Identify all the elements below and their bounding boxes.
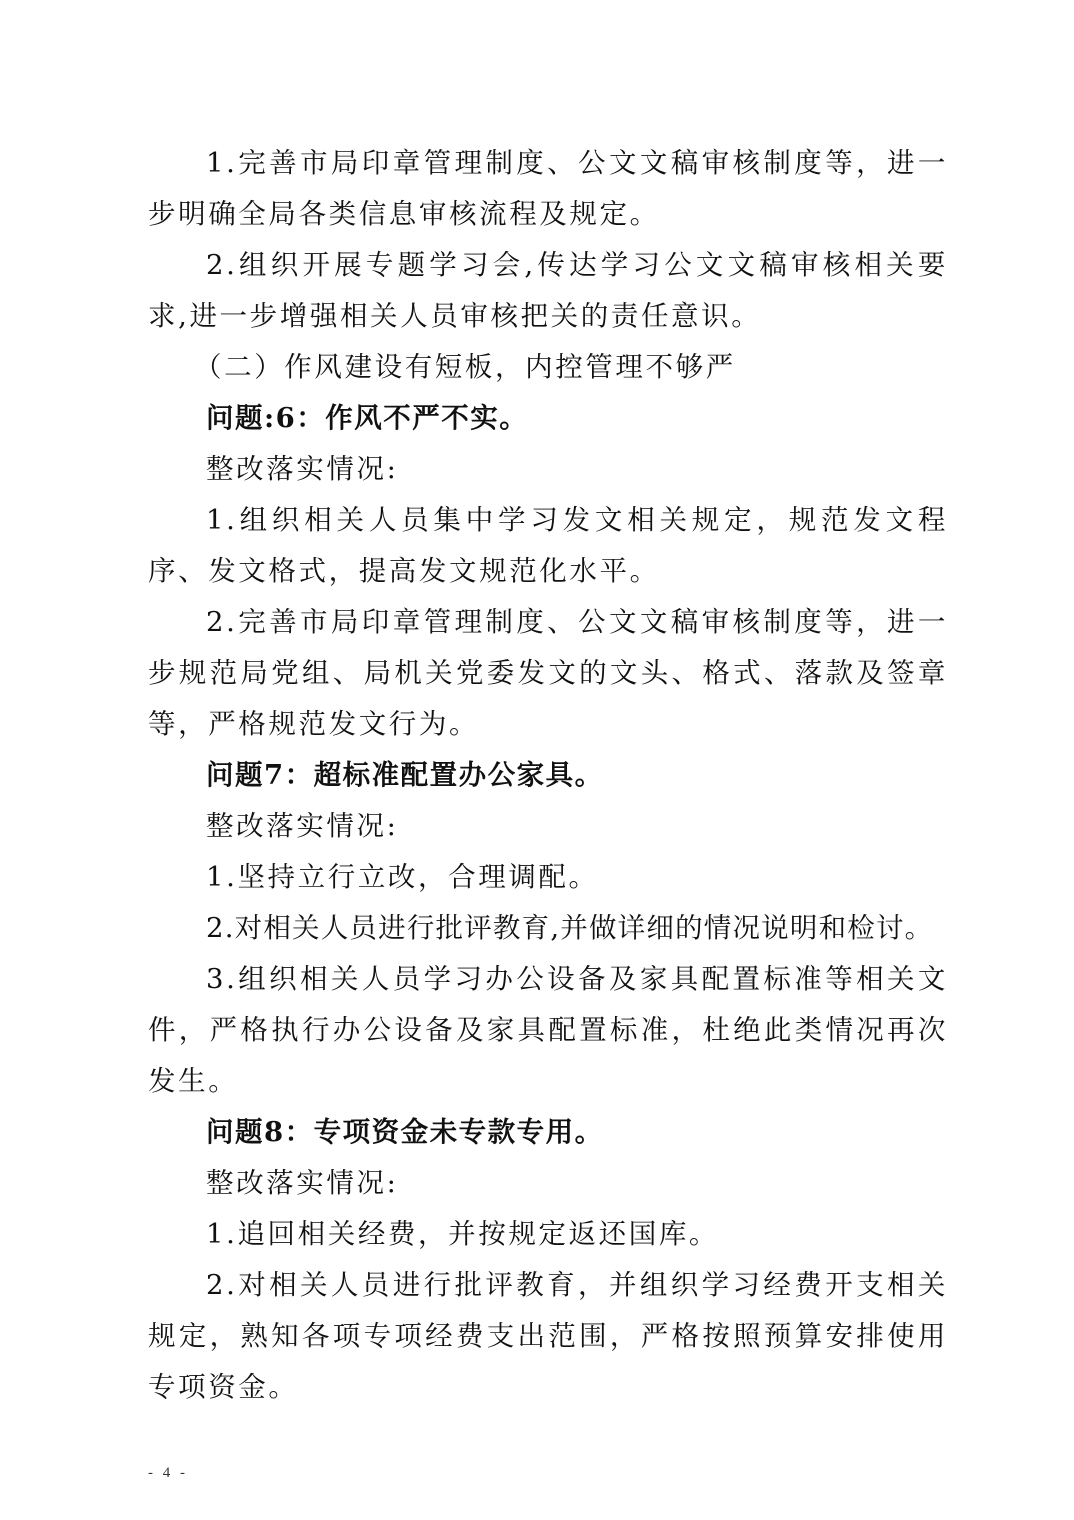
body-paragraph: 2.对相关人员进行批评教育，并组织学习经费开支相关规定，熟知各项专项经费支出范围，严格按照预算安排使用专项资金。: [148, 1269, 948, 1403]
body-paragraph: 1.追回相关经费，并按规定返还国库。: [206, 1218, 720, 1250]
document-body: [148, 138, 948, 1413]
issue-heading: 问题7：超标准配置办公家具。: [206, 759, 604, 791]
issue-heading: 问题8：专项资金未专款专用。: [206, 1116, 604, 1148]
section-heading: （二）作风建设有短板，内控管理不够严: [194, 351, 736, 383]
rectification-label: 整改落实情况:: [206, 453, 399, 485]
body-paragraph: 1.坚持立行立改，合理调配。: [206, 861, 599, 893]
body-paragraph: 1.完善市局印章管理制度、公文文稿审核制度等，进一步明确全局各类信息审核流程及规定。: [148, 147, 948, 230]
page-number: - 4 -: [148, 1465, 188, 1481]
body-paragraph: 2.组织开展专题学习会,传达学习公文文稿审核相关要求,进一步增强相关人员审核把关的责任意识。: [148, 249, 948, 332]
body-paragraph: 2.对相关人员进行批评教育,并做详细的情况说明和检讨。: [206, 912, 934, 944]
rectification-label: 整改落实情况:: [206, 1167, 399, 1199]
body-paragraph: 2.完善市局印章管理制度、公文文稿审核制度等，进一步规范局党组、局机关党委发文的文头、格式、落款及签章等，严格规范发文行为。: [148, 606, 948, 740]
issue-heading: 问题:6：作风不严不实。: [206, 402, 529, 434]
rectification-label: 整改落实情况:: [206, 810, 399, 842]
body-paragraph: 1.组织相关人员集中学习发文相关规定，规范发文程序、发文格式，提高发文规范化水平。: [148, 504, 948, 587]
body-paragraph: 3.组织相关人员学习办公设备及家具配置标准等相关文件，严格执行办公设备及家具配置标准，杜绝此类情况再次发生。: [148, 963, 948, 1097]
